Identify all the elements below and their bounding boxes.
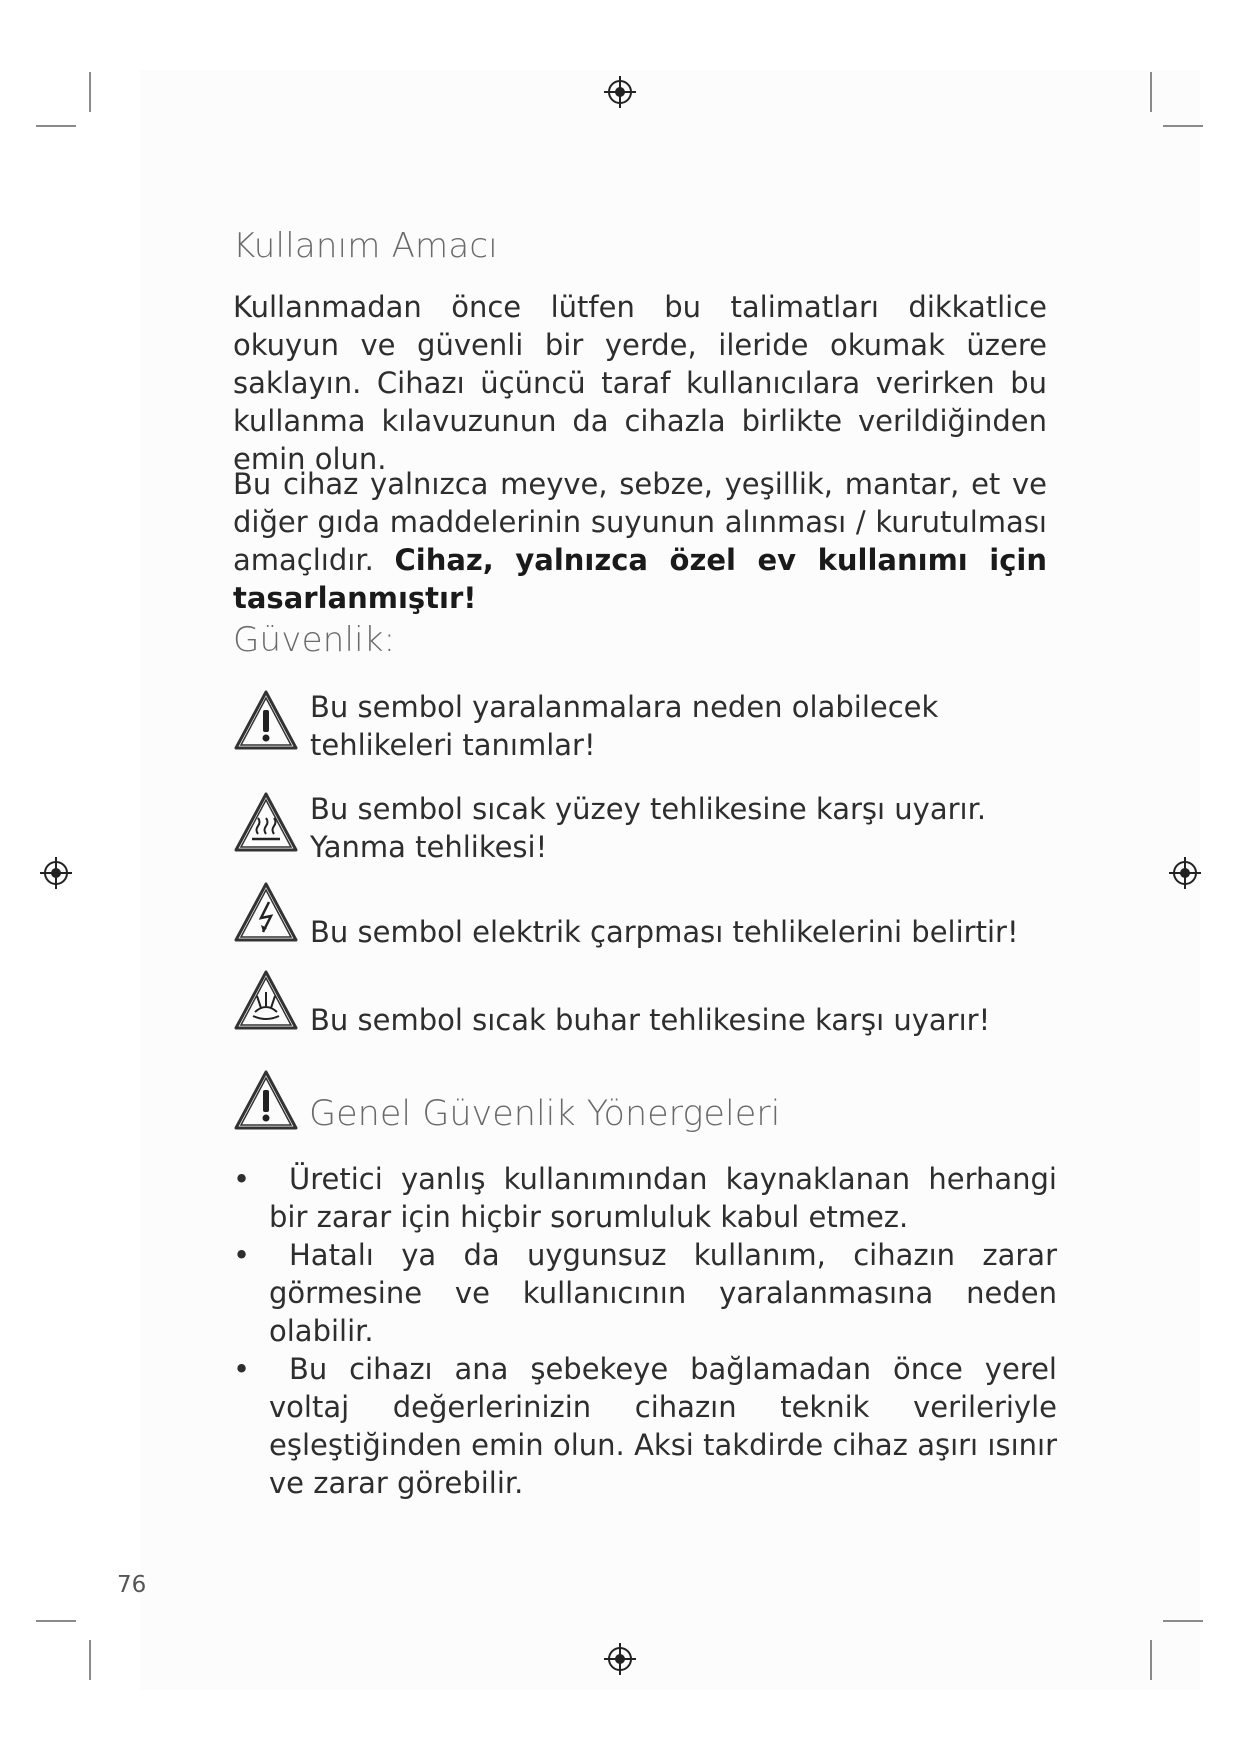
crop-mark	[36, 125, 76, 127]
registration-mark-icon	[39, 856, 73, 890]
usage-paragraph-1: Kullanmadan önce lütfen bu talimatları dikkatlice okuyun ve güvenli bir yerde, ileride okumak üzere saklayın. Cihazı üçüncü taraf kullanıcılara verirken bu kullanma kılavuzunun da cihazla birlikte verildiğinden emin olun.	[233, 290, 1047, 476]
list-item	[233, 1236, 1057, 1350]
crop-mark	[89, 72, 91, 112]
safety-heading: Güvenlik:	[233, 620, 396, 660]
hot-steam-icon	[233, 968, 299, 1032]
safety-symbol-text: Bu sembol sıcak yüzey tehlikesine karşı uyarır. Yanma tehlikesi!	[310, 792, 987, 864]
crop-mark	[1150, 1640, 1152, 1680]
warning-exclamation-icon	[233, 1068, 299, 1132]
usage-paragraph-2	[233, 465, 1047, 617]
hot-surface-icon	[233, 790, 299, 854]
list-item	[233, 1160, 1057, 1236]
safety-symbol-row	[233, 880, 1047, 960]
crop-mark	[1150, 72, 1152, 112]
list-item-text: Üretici yanlış kullanımından kaynaklanan herhangi bir zarar için hiçbir sorumluluk kabul etmez.	[269, 1162, 1057, 1234]
crop-mark	[36, 1620, 76, 1622]
safety-symbol-text: Bu sembol yaralanmalara neden olabilecek tehlikeleri tanımlar!	[310, 690, 939, 762]
safety-symbol-row	[233, 968, 1047, 1048]
list-item	[233, 1350, 1057, 1502]
safety-symbol-text: Bu sembol elektrik çarpması tehlikelerini belirtir!	[310, 915, 1019, 949]
list-item-text: Bu cihazı ana şebekeye bağlamadan önce yerel voltaj değerlerinizin cihazın teknik verileriyle eşleştiğinden emin olun. Aksi takdirde cihaz aşırı ısınır ve zarar görebilir.	[269, 1352, 1057, 1500]
bullet-icon: •	[233, 1238, 251, 1272]
bullet-icon: •	[233, 1162, 251, 1196]
list-item-text: Hatalı ya da uygunsuz kullanım, cihazın zarar görmesine ve kullanıcının yaralanmasına neden olabilir.	[269, 1238, 1057, 1348]
registration-mark-icon	[1168, 856, 1202, 890]
general-safety-list	[233, 1160, 1057, 1502]
safety-symbol-row	[233, 688, 1047, 768]
crop-mark	[1163, 125, 1203, 127]
crop-mark	[89, 1640, 91, 1680]
usage-paragraph-2-text: Bu cihaz yalnızca meyve, sebze, yeşillik, mantar, et ve diğer gıda maddelerinin suyunun alınması / kurutulması amaçlıdır.	[233, 467, 1047, 577]
safety-symbol-text: Bu sembol sıcak buhar tehlikesine karşı uyarır!	[310, 1003, 991, 1037]
registration-mark-icon	[603, 75, 637, 109]
page-number: 76	[117, 1572, 147, 1598]
usage-paragraph-2-bold: Cihaz, yalnızca özel ev kullanımı için tasarlanmıştır!	[233, 543, 1048, 615]
electric-shock-icon	[233, 880, 299, 944]
usage-heading: Kullanım Amacı	[233, 226, 498, 266]
registration-mark-icon	[603, 1642, 637, 1676]
safety-symbol-row	[233, 790, 1047, 870]
bullet-icon: •	[233, 1352, 251, 1386]
warning-exclamation-icon	[233, 688, 299, 752]
general-safety-heading: Genel Güvenlik Yönergeleri	[309, 1094, 781, 1134]
crop-mark	[1163, 1620, 1203, 1622]
